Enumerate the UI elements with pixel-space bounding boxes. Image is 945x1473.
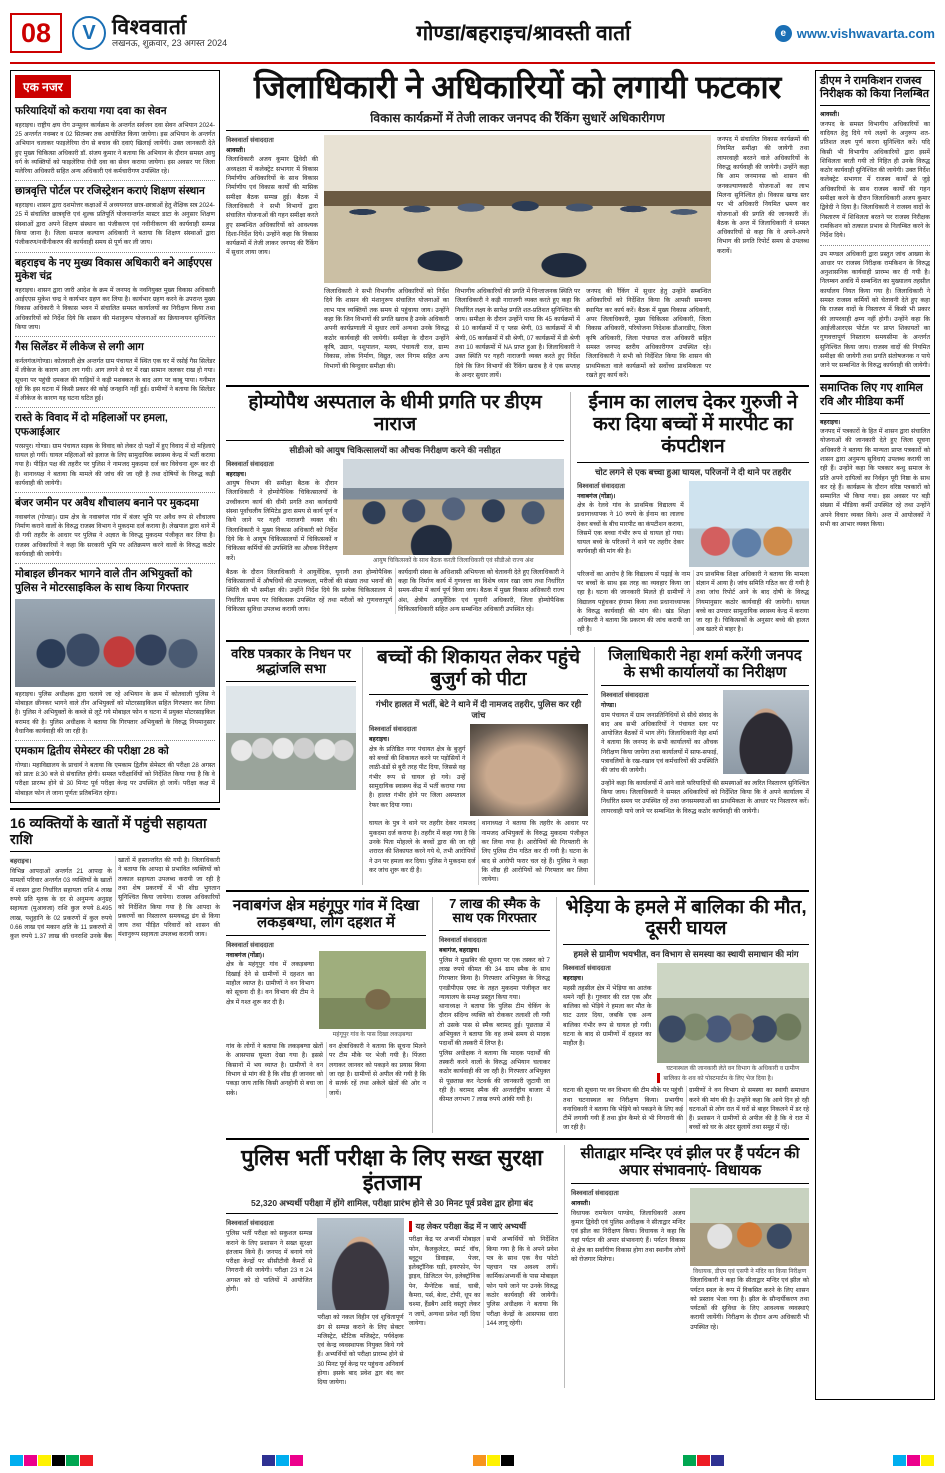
injured-elderly-photo bbox=[470, 724, 588, 816]
lead-subhead: विकास कार्यक्रमों में तेजी लाकर जनपद की रैंकिंग सुधारें अधिकारीगण bbox=[226, 109, 809, 131]
byline: विश्ववार्ता संवाददाता bbox=[601, 692, 649, 700]
brief-title: मोबाइल छीनकर भागने वाले तीन अभियुक्तों को पुलिस ने मोटरसाइकिल के साथ किया गिरफ्तार bbox=[15, 568, 193, 594]
logo-subtitle: लखनऊ, शुक्रवार, 23 अगस्त 2024 bbox=[112, 38, 228, 49]
story-headline: भेड़िया के हमले में बालिका की मौत, दूसरी घायल bbox=[565, 896, 807, 940]
dateline: श्रावस्ती। bbox=[820, 111, 840, 119]
color-swatch bbox=[80, 1455, 93, 1466]
left-column bbox=[10, 70, 220, 1400]
story-sitadwar bbox=[564, 1145, 809, 1388]
story-body: कार्यदायी संस्था के अधिशासी अभियन्ता को चेतावनी देते हुए जिलाधिकारी ने कहा कि निर्माण कार्य में गुणवत्ता का विशेष ध्यान रखा जाय तथा निर्धारित समय-सीमा में कार्य पूर्ण किया जाय। बैठक में मुख्य विकास अधिकारी राज्य अंश, क्षेत्रीय आयुर्वेदिक एवं यूनानी अधिकारी, जिला होम्योपैथिक चिकित्साधिकारी सहित अन्य सम्बन्धित अधिकारी उपस्थित रहे। bbox=[398, 568, 565, 614]
story-body: पुलिस भर्ती परीक्षा को सकुशल सम्पन्न कराने के लिए प्रशासन ने सख्त सुरक्षा इंतजाम किये हैं। जनपद में बनाये गये परीक्षा केन्द्रों पर सीसीटीवी कैमरों से निगरानी की जायेगी। परीक्षा 23 व 24 अगस्त को दो पालियों में आयोजित होगी। bbox=[226, 1230, 313, 1294]
logo-mark-icon: V bbox=[72, 16, 106, 50]
color-swatch bbox=[276, 1455, 289, 1466]
story-bhediya bbox=[556, 897, 809, 1133]
lead-headline: जिलाधिकारी ने अधिकारियों को लगायी फटकार bbox=[253, 69, 782, 105]
brief-title: गैस सिलेंडर में लीकेज से लगी आग bbox=[15, 341, 144, 354]
byline: बहराइच। bbox=[10, 858, 32, 866]
story-buzurg bbox=[362, 647, 588, 885]
photo-caption: आयुष चिकित्सकों के साथ बैठक करती जिलाधिकारी एवं सीडीओ राज्य अंश bbox=[373, 557, 534, 564]
color-swatch bbox=[38, 1455, 51, 1466]
dateline: श्रावस्ती। bbox=[571, 1200, 591, 1208]
story-body: उप प्राथमिक शिक्षा अधिकारी ने बताया कि मामला संज्ञान में आया है। जांच समिति गठित कर दी गयी है तथा जांच रिपोर्ट आने के बाद दोषी के विरुद्ध नियमानुसार कठोर कार्यवाही की जायेगी। घायल बच्चे का उपचार सामुदायिक स्वास्थ्य केन्द्र में कराया जा रहा है। चिकित्सकों के अनुसार बच्चे की हालत अब खतरे से बाहर है। bbox=[696, 570, 809, 634]
masthead bbox=[10, 8, 935, 64]
brief-text: गोण्डा। महाविद्यालय के प्राचार्य ने बताया कि एमकाम द्वितीय सेमेस्टर की परीक्षा 28 अगस्त को प्रातः 8:30 बजे से संचालित होगी। समस्त परीक्षार्थियों को निर्देशित किया गया है कि वे परीक्षा प्रारम्भ होने से 30 मिनट पूर्व परीक्षा केन्द्र पर उपस्थित हो जायें। परीक्षा कक्ष में मोबाइल फोन ले जाना पूर्णतः प्रतिबन्धित रहेगा। bbox=[15, 761, 215, 797]
registration-color-bar bbox=[10, 1453, 935, 1467]
story-inaam bbox=[570, 392, 809, 635]
story-body: जिलाधिकारी अजय कुमार द्विवेदी की अध्यक्षता में कलेक्ट्रेट सभागार में विकास निर्माणीय अधिकारियों के साथ विकास निर्माणीय एवं विकास कार्यों की मासिक समीक्षा बैठक सम्पन्न हुई। बैठक में जिलाधिकारी ने सभी विभागों द्वारा संचालित योजनाओं की गहन समीक्षा करते हुए सम्बन्धित अधिकारियों को आवश्यक दिशा-निर्देश दिये। उन्होंने कहा कि विकास कार्यक्रमों में तेजी लाकर जनपद की रैंकिंग में सुधार लाया जाय। bbox=[226, 156, 318, 257]
story-subhead: गंभीर हालत में भर्ती, बेटे ने थाने में दी नामजद तहरीर, पुलिस कर रही जांच bbox=[375, 699, 582, 721]
brief-text: बहराइच। शासन द्वारा दशमोत्तर कक्षाओं में अध्ययनरत छात्र-छात्राओं हेतु शैक्षिक सत्र 2024-25 में संचालित छात्रवृत्ति एवं शुल्क प्रतिपूर्ति योजनान्तर्गत मास्टर डाटा के अनुसार शिक्षण संस्थाओं द्वारा अपने शिक्षण संस्थान का पंजीकरण एवं नवीनीकरण की कार्यवाही सम्पन्न किया जाना है। जिला समाज कल्याण अधिकारी ने बताया कि शिक्षण संस्थाओं द्वारा पंजीकरण/नवीनीकरण की कार्यवाही समय से पूर्ण कर ली जाय। bbox=[15, 202, 215, 247]
story-body: जनपद में पत्रकारों के हित में शासन द्वारा संचालित योजनाओं की जानकारी देते हुए जिला सूचना अधिकारी ने बताया कि मान्यता प्राप्त पत्रकारों को शासन द्वारा अनुमन्य सुविधाएं उपलब्ध करायी जा रही हैं। उन्होंने कहा कि पत्रकार बन्धु समाज के प्रति अपने दायित्वों का निर्वहन पूरी निष्ठा के साथ कर रहे हैं। कार्यक्रम के दौरान वरिष्ठ पत्रकारों को सम्मानित भी किया गया। इस अवसर पर बड़ी संख्या में मीडिया कर्मी उपस्थित रहे तथा उन्होंने अपने विचार व्यक्त किये। अन्त में आयोजकों ने सभी का आभार व्यक्त किया। bbox=[820, 428, 930, 529]
dateline: नवाबगंज (गोंडा)। bbox=[226, 952, 265, 960]
story-body: जनपद के समस्त विभागीय अधिकारियों का वादियत हेतु दिये गये लक्ष्यों के अनुरूप शत-प्रतिशत लक्ष्य पूर्ण करना सुनिश्चित करें। यदि किसी भी विभागीय अधिकारियों द्वारा इसमें शिथिलता बरती गयी तो निहित ही उनके विरुद्ध कठोर कार्यवाही सुनिश्चित की जायेगी। उक्त निर्देश कलेक्ट्रेट सभागार में राजस्व कार्यों से जुड़े अधिकारियों के साथ राजस्व कार्यों की गहन समीक्षा करने के दौरान जिलाधिकारी अजय कुमार द्विवेदी ने दिया है। जिलाधिकारी ने राजस्व वादों के निस्तारण में शिथिलता बरतने पर राजस्व निरीक्षक रामकिशन को तत्काल प्रभाव से निलम्बित करने के निर्देश दिये। bbox=[820, 120, 930, 240]
story-headline: सीताद्वार मन्दिर एवं झील पर हैं पर्यटन की अपार संभावनाएं- विधायक bbox=[580, 1144, 800, 1179]
story-body: घटना की सूचना पर वन विभाग की टीम मौके पर पहुंची तथा घटनास्थल का निरीक्षण किया। प्रभागीय वनाधिकारी ने बताया कि भेड़िये को पकड़ने के लिए कई टीमें लगायी गयी हैं तथा ड्रोन कैमरे से भी निगरानी की जा रही है। bbox=[563, 1087, 683, 1132]
brief-text: बहराइच। राष्ट्रीय क्षय रोग उन्मूलन कार्यक्रम के अन्तर्गत सर्वजन दवा सेवन अभियान 2024-25 अन्तर्गत नवम्बर व 02 सितम्बर तक आयोजित किया जायेगा। इस अभियान के अन्तर्गत अभियान चलाकर फाइलेरिया रोग से बचाव की दवाएं खिलाई जायेंगी। उक्त जानकारी देते हुए मुख्य चिकित्सा अधिकारी डॉ. संजय कुमार ने बताया कि अभियान के दौरान समस्त आयु वर्ग के व्यक्तियों को फाइलेरिया रोधी दवा का सेवन कराया जायेगा। इस अवसर पर जिला मलेरिया अधिकारी सहित अन्य अधिकारी एवं कर्मचारीगण उपस्थित रहे। bbox=[15, 121, 215, 176]
brief-text: बहराइच। शासन द्वारा जारी आदेश के क्रम में जनपद के नवनियुक्त मुख्य विकास अधिकारी आईएएस मुकेश चन्द्र ने कार्यभार ग्रहण कर लिया है। कार्यभार ग्रहण करने के उपरान्त मुख्य विकास अधिकारी ने विकास भवन में संचालित समस्त कार्यालयों का निरीक्षण किया तथा अधिकारियों को निर्देश दिये कि शासन की मंशानुरूप योजनाओं का क्रियान्वयन सुनिश्चित किया जाय। bbox=[15, 286, 215, 332]
story-tribute bbox=[226, 647, 356, 885]
brief-item bbox=[15, 412, 215, 488]
story-body: क्षेत्र के महंगूपुर गांव में लकड़बग्घा दिखाई देने से ग्रामीणों में दहशत का माहौल व्याप्त है। ग्रामीणों ने वन विभाग को सूचना दी है। वन विभाग की टीम ने क्षेत्र में गश्त शुरू कर दी है। bbox=[226, 961, 314, 1006]
dateline: बहराइच। bbox=[563, 975, 584, 983]
story-body: जिलाधिकारी ने कहा कि सीताद्वार मन्दिर एवं झील को पर्यटन स्थल के रूप में विकसित करने के लिए शासन को प्रस्ताव भेजा गया है। झील के सौन्दर्यीकरण तथा पर्यटकों की सुविधा के लिए आवश्यक व्यवस्थाएं करायी जायेंगी। निरीक्षण के दौरान अन्य अधिकारी भी उपस्थित रहे। bbox=[690, 1277, 809, 1331]
dateline: बहराइच। bbox=[820, 418, 841, 426]
byline: विश्ववार्ता संवाददाता bbox=[439, 937, 487, 945]
story-headline: डीएम ने रामकिशन राजस्व निरीक्षक को किया निलम्बित bbox=[820, 75, 930, 101]
color-swatch bbox=[501, 1455, 514, 1466]
color-swatch bbox=[711, 1455, 724, 1466]
byline: विश्ववार्ता संवाददाता bbox=[226, 942, 274, 950]
village-crowd-wolf-attack-photo bbox=[657, 963, 809, 1063]
story-homeopath bbox=[226, 392, 564, 635]
story-body: परीक्षा को नकल विहीन एवं शुचितापूर्ण ढंग से सम्पन्न कराने के लिए सेक्टर मजिस्ट्रेट, स्टैटिक मजिस्ट्रेट, पर्यवेक्षक एवं केन्द्र व्यवस्थापक नियुक्त किये गये हैं। अभ्यर्थियों को परीक्षा प्रारम्भ होने से 30 मिनट पूर्व केन्द्र पर पहुंचना अनिवार्य होगा। इसके बाद प्रवेश द्वार बंद कर दिया जायेगा। bbox=[317, 1314, 404, 1387]
edition-title: गोण्डा/बहराइच/श्रावस्ती वार्ता bbox=[416, 22, 631, 45]
story-body: उन्होंने कहा कि कार्यालयों में आने वाले फरियादियों की समस्याओं का त्वरित निस्तारण सुनिश्चित किया जाय। जिलाधिकारी ने समस्त अधिकारियों को निर्देशित किया कि वे अपने कार्यालय में निर्धारित समय पर उपस्थित रहें तथा जनसमस्याओं का प्राथमिकता के आधार पर निस्तारण करें। लापरवाही पाये जाने पर सम्बन्धित के विरुद्ध कठोर कार्यवाही की जायेगी। bbox=[601, 779, 809, 815]
story-headline: 16 व्यक्तियों के खातों में पहुंची सहायता राशि bbox=[10, 814, 207, 848]
color-swatch bbox=[290, 1455, 303, 1466]
photo-subcaption: बालिका के शव को पोस्टमार्टम के लिए भेज दिया है। bbox=[657, 1073, 809, 1083]
page-number: 08 bbox=[10, 13, 62, 53]
dateline: बबागंज, बहराइच। bbox=[439, 947, 480, 955]
story-7lakh bbox=[432, 897, 550, 1133]
arrest-photo bbox=[15, 599, 215, 687]
dateline: नवाबगंज (गोंडा)। bbox=[577, 492, 616, 500]
color-swatch bbox=[24, 1455, 37, 1466]
story-headline: पुलिस भर्ती परीक्षा के लिए सख्त सुरक्षा इंतजाम bbox=[241, 1144, 543, 1195]
byline: विश्ववार्ता संवाददाता bbox=[571, 1190, 619, 1198]
story-headline: वरिष्ठ पत्रकार के निधन पर श्रद्धांजलि सभा bbox=[231, 645, 351, 676]
brief-item bbox=[15, 105, 215, 176]
story-headline: समाप्तिक लिए गए शामिल रवि और मीडिया कर्मी bbox=[820, 382, 923, 408]
story-body: परिजनों का आरोप है कि विद्यालय में पढ़ाई के नाम पर बच्चों के साथ इस तरह का व्यवहार किया जा रहा है। घटना की जानकारी मिलते ही ग्रामीणों ने विद्यालय पहुंचकर हंगामा किया तथा प्रधानाध्यापक के विरुद्ध कार्यवाही की मांग की। खंड शिक्षा अधिकारी ने बताया कि प्रकरण की जांच करायी जा रही है। bbox=[577, 570, 691, 634]
color-swatch bbox=[66, 1455, 79, 1466]
color-swatch bbox=[921, 1455, 934, 1466]
collector-neha-sharma-photo bbox=[723, 690, 809, 774]
story-body: जनपद में संचालित विकास कार्यक्रमों की नियमित समीक्षा की जायेगी तथा लापरवाही बरतने वाले अधिकारियों के विरुद्ध कार्यवाही की जायेगी। उन्होंने कहा कि आम जनमानस को शासन की जनकल्याणकारी योजनाओं का लाभ मिलना सुनिश्चित हो। विकास खण्ड स्तर पर भी अधिकारी नियमित भ्रमण कर योजनाओं की प्रगति की जानकारी लें। बैठक के अन्त में जिलाधिकारी ने समस्त अधिकारियों से कहा कि वे अपने-अपने विभाग की प्रगति रिपोर्ट समय से उपलब्ध करायें। bbox=[717, 136, 809, 255]
brief-title: रास्ते के विवाद में दो महिलाओं पर हमला, एफआईआर bbox=[15, 412, 168, 439]
brief-title: छात्रवृत्ति पोर्टल पर रजिस्ट्रेशन कराएं शिक्षण संस्थान bbox=[15, 185, 205, 198]
byline: विश्ववार्ता संवाददाता bbox=[226, 1220, 274, 1228]
brief-text: कर्नलगंज/गोण्डा। कोतवाली क्षेत्र अन्तर्गत ग्राम पंचायत में स्थित एक घर में रसोई गैस सिलेंडर में लीकेज के कारण आग लग गयी। आग लगने से घर में रखा सामान जलकर राख हो गया। सूचना पर पहुंची दमकल की गाड़ियों ने कड़ी मशक्कत के बाद आग पर काबू पाया। गनीमत रही कि इस घटना में किसी प्रकार की कोई जनहानि नहीं हुई। ग्रामीणों ने बताया कि सिलेंडर में लीकेज के कारण यह घटना घटित हुई। bbox=[15, 357, 215, 403]
color-swatch bbox=[10, 1455, 23, 1466]
story-headline: 7 लाख की स्मैक के साथ एक गिरफ्तार bbox=[449, 895, 540, 926]
officer-press-briefing-photo bbox=[317, 1218, 403, 1310]
main-column bbox=[226, 70, 809, 1400]
story-body: महसी तहसील क्षेत्र में भेड़िया का आतंक थमने नहीं है। गुरुवार की रात एक और बालिका को भेड़िये ने हमला कर मौत के घाट उतार दिया, जबकि एक अन्य बालिका गंभीर रूप से घायल हो गयी। घटना के बाद से ग्रामीणों में दहशत का माहौल है। bbox=[563, 984, 652, 1048]
story-body: सभी अभ्यर्थियों को निर्देशित किया गया है कि वे अपने प्रवेश पत्र के साथ एक वैध फोटो पहचान पत्र अवश्य लायें। कार्मिक/अभ्यर्थी के पास मोबाइल फोन पाये जाने पर उनके विरुद्ध कठोर कार्यवाही की जायेगी। पुलिस अधीक्षक ने बताया कि परीक्षा केन्द्रों के आसपास धारा 144 लागू रहेगी। bbox=[486, 1236, 558, 1327]
brief-text: परसपुर। गोण्डा। ग्राम पंचायत सड़क के विवाद को लेकर दो पक्षों में हुए विवाद में दो महिलाएं घायल हो गयीं। घायल महिलाओं को इलाज के लिए सामुदायिक स्वास्थ्य केन्द्र में भर्ती कराया गया है। पीड़ित पक्ष की तहरीर पर पुलिस ने नामजद मुकदमा दर्ज कर विवेचना शुरू कर दी है। थानाध्यक्ष ने बताया कि मामले की जांच की जा रही है तथा दोषियों के विरुद्ध कड़ी कार्यवाही की जायेगी। bbox=[15, 442, 215, 487]
right-column bbox=[815, 70, 935, 1400]
school-classroom-photo bbox=[689, 481, 809, 567]
story-subhead: सीडीओ को आयुष चिकित्सालयों का औचक निरीक्षण करने की नसीहत bbox=[289, 444, 501, 455]
website-url: www.vishwavarta.com bbox=[796, 25, 935, 41]
byline: विश्ववार्ता संवाददाता bbox=[563, 965, 611, 973]
story-body: थानाध्यक्ष ने बताया कि तहरीर के आधार पर नामजद अभियुक्तों के विरुद्ध मुकदमा पंजीकृत कर लिया गया है। आरोपियों की गिरफ्तारी के लिए पुलिस टीम गठित कर दी गयी है। घटना के बाद से आरोपी फरार चल रहे हैं। पुलिस ने कहा कि शीघ्र ही आरोपियों को गिरफ्तार कर लिया जायेगा। bbox=[481, 820, 588, 884]
story-body: आयुष विभाग की समीक्षा बैठक के दौरान जिलाधिकारी ने होम्योपैथिक चिकित्सालयों के उच्चीकरण कार्य की धीमी प्रगति तथा कार्यदायी संस्था पूर्वांचलीय लिमिटेड द्वारा समय से कार्य पूर्ण न किये जाने पर गहरी नाराजगी व्यक्त की। जिलाधिकारी ने मुख्य विकास अधिकारी को निर्देश दिये कि वे आयुष चिकित्सालयों में चिकित्सकों व चिकित्सा कर्मियों की उपस्थिति का औचक निरीक्षण करें। bbox=[226, 480, 338, 562]
newspaper-logo bbox=[72, 16, 272, 50]
dm-meeting-photo bbox=[324, 135, 711, 283]
story-body: थानाध्यक्ष ने बताया कि पुलिस टीम चेकिंग के दौरान संदिग्ध व्यक्ति को रोककर तलाशी ली गयी तो उसके पास से स्मैक बरामद हुई। पूछताछ में अभियुक्त ने बताया कि वह लम्बे समय से मादक पदार्थों की तस्करी में लिप्त है। bbox=[439, 1003, 550, 1048]
byline: विश्ववार्ता संवाददाता bbox=[369, 726, 417, 734]
color-swatch bbox=[262, 1455, 275, 1466]
story-headline: नवाबगंज क्षेत्र महंगूपुर गांव में दिखा लकड़बग्घा, लोग दहशत में bbox=[232, 896, 420, 931]
story-body: परीक्षा केंद्र पर अभ्यर्थी मोबाइल फोन, कैलकुलेटर, स्मार्ट वॉच, ब्लूटूथ डिवाइस, पेजर, इलेक्ट्रॉनिक घड़ी, इयरफोन, पेन ड्राइव, डिजिटल पेन, इलेक्ट्रॉनिक पेन, मैग्नेटिक कार्ड, चाबी, कैमरा, पर्स, बेल्ट, टोपी, धूप का चश्मा, हैंडबैग आदि वस्तुएं लेकर न जायें, अन्यथा प्रवेश नहीं दिया जायेगा। bbox=[408, 1236, 481, 1327]
brief-title: एमकाम द्वितीय सेमेस्टर की परीक्षा 28 को bbox=[15, 745, 169, 758]
byline: विश्ववार्ता संवाददाता bbox=[577, 482, 625, 490]
story-body: पुलिस ने मुखबिर की सूचना पर एक तस्कर को 7 लाख रुपये कीमत की 34 ग्राम स्मैक के साथ गिरफ्तार किया है। गिरफ्तार अभियुक्त के विरुद्ध एनडीपीएस एक्ट के तहत मुकदमा पंजीकृत कर न्यायालय के समक्ष प्रस्तुत किया गया। bbox=[439, 956, 550, 1001]
ayush-meeting-photo bbox=[343, 459, 565, 555]
story-body: विधायक रामफेरन पाण्डेय, जिलाधिकारी अजय कुमार द्विवेदी एवं पुलिस अधीक्षक ने सीताद्वार मन्दिर एवं झील का निरीक्षण किया। विधायक ने कहा कि यहां पर्यटन की अपार संभावनाएं हैं। पर्यटन विकास से क्षेत्र का सर्वांगीण विकास होगा तथा स्थानीय लोगों को रोजगार मिलेगा। bbox=[571, 1209, 686, 1263]
story-body: ग्राम पंचायत में ग्राम जनप्रतिनिधियों से सीधे संवाद के बाद अब सभी अधिकारियों ने पंचायत स्तर पर आयोजित बैठकों में भाग लेंगे। जिलाधिकारी नेहा शर्मा ने बताया कि जनपद के सभी कार्यालयों का औचक निरीक्षण किया जायेगा तथा कार्यालयों में साफ-सफाई, पत्रावलियों के रख-रखाव एवं कर्मचारियों की उपस्थिति की जांच की जायेगी। bbox=[601, 711, 718, 775]
story-body: पुलिस अधीक्षक ने बताया कि मादक पदार्थों की तस्करी करने वालों के विरुद्ध अभियान चलाकर कठोर कार्यवाही की जा रही है। गिरफ्तार अभियुक्त से पूछताछ कर नेटवर्क की जानकारी जुटायी जा रही है। बरामद स्मैक की अन्तर्राष्ट्रीय बाजार में कीमत लगभग 7 लाख रुपये आंकी गयी है। bbox=[439, 1049, 550, 1104]
story-neha bbox=[594, 647, 809, 885]
brief-item bbox=[15, 497, 215, 559]
story-body: क्षेत्र के प्रतिष्ठित नगर पंचायत क्षेत्र के बुजुर्ग को बच्चों की शिकायत करने पर पड़ोसियों ने लाठी-डंडों से बुरी तरह पीट दिया, जिससे वह गंभीर रूप से घायल हो गये। उन्हें सामुदायिक स्वास्थ्य केंद्र में भर्ती कराया गया है। हालत गंभीर होने पर जिला अस्पताल रेफर कर दिया गया। bbox=[369, 745, 466, 809]
tribute-gathering-photo bbox=[226, 686, 356, 790]
brief-item bbox=[15, 568, 215, 736]
brief-item bbox=[15, 257, 215, 333]
dateline: श्रावस्ती। bbox=[226, 147, 246, 155]
story-body: गांव के लोगों ने बताया कि लकड़बग्घा खेतों के आसपास घूमता देखा गया है। इससे किसानों में भय व्याप्त है। ग्रामीणों ने वन विभाग से मांग की है कि शीघ्र ही जानवर को पकड़ा जाय ताकि किसी अनहोनी से बचा जा सके। bbox=[226, 1043, 323, 1097]
lead-story bbox=[226, 70, 809, 380]
story-body: ग्रामीणों ने वन विभाग से समस्या का स्थायी समाधान करने की मांग की है। उन्होंने कहा कि आये दिन हो रही घटनाओं से लोग रात में घरों से बाहर निकलने में डर रहे हैं। प्रशासन ने ग्रामीणों से अपील की है कि वे रात में बच्चों को घर के अंदर सुलायें तथा समूह में रहें। bbox=[689, 1087, 809, 1132]
story-body: बैठक के दौरान जिलाधिकारी ने आयुर्वेदिक, यूनानी तथा होम्योपैथिक चिकित्सालयों में औषधियों की उपलब्धता, मरीजों की संख्या तथा भवनों की स्थिति की भी समीक्षा की। उन्होंने निर्देश दिये कि प्रत्येक चिकित्सालय में निर्धारित समय पर चिकित्सक उपस्थित रहें तथा मरीजों को गुणवत्तापूर्ण चिकित्सा सुविधा उपलब्ध करायी जाय। bbox=[226, 568, 393, 614]
story-body: घायल के पुत्र ने थाने पर तहरीर देकर नामजद मुकदमा दर्ज कराया है। तहरीर में कहा गया है कि उनके पिता मोहल्ले के बच्चों द्वारा की जा रही शरारत की शिकायत करने गये थे, तभी आरोपियों ने उन पर हमला कर दिया। पुलिस ने मुकदमा दर्ज कर जांच शुरू कर दी है। bbox=[369, 820, 476, 874]
website-link[interactable] bbox=[775, 25, 935, 42]
brief-title: बहराइच के नए मुख्य विकास अधिकारी बने आईएएस मुकेश चंद्र bbox=[15, 256, 212, 283]
color-swatch bbox=[487, 1455, 500, 1466]
photo-caption: महंगूपुर गांव के पास दिखा लकड़बग्घा bbox=[332, 1032, 413, 1039]
temple-visit-photo bbox=[690, 1188, 809, 1266]
brief-item bbox=[15, 185, 215, 247]
color-swatch bbox=[893, 1455, 906, 1466]
story-body: जिलाधिकारी ने सभी विभागीय अधिकारियों को निर्देश दिये कि शासन की मंशानुरूप संचालित योजनाओं का लाभ पात्र व्यक्तियों तक समय से पहुंचाया जाय। उन्होंने कहा कि जिन विभागों की प्रगति खराब है उनके अधिकारी अपनी कार्यप्रणाली में सुधार लायें अन्यथा उनके विरुद्ध कठोर कार्यवाही की जायेगी। समीक्षा के दौरान उन्होंने कृषि, उद्यान, पशुपालन, मत्स्य, पंचायती राज, ग्राम्य विकास, लोक निर्माण, विद्युत, जल निगम सहित अन्य विभागों की बिन्दुवार समीक्षा की। bbox=[324, 288, 449, 370]
byline: विश्ववार्ता संवाददाता bbox=[226, 460, 274, 468]
story-subhead: हमले से ग्रामीण भयभीत, वन विभाग से समस्या का स्थायी समाधान की मांग bbox=[573, 949, 799, 960]
dateline: बहराइच। bbox=[369, 736, 390, 744]
story-body: वन क्षेत्राधिकारी ने बताया कि सूचना मिलने पर टीम मौके पर भेजी गयी है। पिंजरा लगाकर जानवर को पकड़ने का प्रयास किया जा रहा है। ग्रामीणों से अपील की गयी है कि वे सतर्क रहें तथा अकेले खेतों की ओर न जायें। bbox=[329, 1043, 426, 1097]
brief-item bbox=[15, 341, 215, 403]
dateline: बहराइच। bbox=[226, 470, 247, 478]
color-swatch bbox=[52, 1455, 65, 1466]
story-nawabganj bbox=[226, 897, 426, 1133]
story-police-exam bbox=[226, 1145, 558, 1388]
story-body: विभागीय अधिकारियों की प्रगति में चिन्ताजनक स्थिति पर जिलाधिकारी ने कड़ी नाराजगी व्यक्त करते हुए कहा कि निर्धारित लक्ष्य के सापेक्ष प्रगति शत-प्रतिशत सुनिश्चित की जाय। समीक्षा के दौरान उन्होंने पाया कि 45 कार्यक्रमों में से 10 कार्यक्रमों में ए प्लस श्रेणी, 03 कार्यक्रमों में बी श्रेणी, 05 कार्यक्रमों में सी श्रेणी, 07 कार्यक्रमों में डी श्रेणी तथा 10 कार्यक्रमों में NA प्राप्त हुआ है। जिलाधिकारी ने उक्त स्थिति पर गहरी नाराजगी व्यक्त करते हुए निर्देश दिये कि जिन विभागों की रैंकिंग खराब है वे एक सप्ताह के अन्दर सुधार लायें। bbox=[455, 288, 580, 379]
color-swatch bbox=[907, 1455, 920, 1466]
color-swatch bbox=[473, 1455, 486, 1466]
brief-title: फरियादियों को कराया गया दवा का सेवन bbox=[15, 105, 167, 117]
story-headline: ईनाम का लालच देकर गुरुजी ने करा दिया बच्चों में मारपीट का कंपटीशन bbox=[588, 392, 798, 457]
story-body: क्षेत्र के रेलवे गांव के प्राथमिक विद्यालय में प्रधानाध्यापक ने 10 रुपये के ईनाम का लालच देकर बच्चों के बीच मारपीट का कंपटीशन कराया, जिसमें एक बच्चा गंभीर रूप से घायल हो गया। घायल बच्चे के परिजनों ने थाने पर तहरीर देकर कार्यवाही की मांग की है। bbox=[577, 501, 684, 556]
section-label-ek-nazar: एक नजर bbox=[15, 75, 71, 98]
logo-title: विश्ववार्ता bbox=[112, 16, 187, 40]
story-headline: जिलाधिकारी नेहा शर्मा करेंगी जनपद के सभी कार्यालयों का निरीक्षण bbox=[608, 646, 802, 682]
story-16-beneficiaries bbox=[10, 815, 220, 942]
globe-icon: e bbox=[775, 25, 792, 42]
color-swatch bbox=[697, 1455, 710, 1466]
story-body: जनपद की रैंकिंग में सुधार हेतु उन्होंने सम्बन्धित अधिकारियों को निर्देशित किया कि आपसी समन्वय स्थापित कर कार्य करें। बैठक में मुख्य विकास अधिकारी, अपर जिलाधिकारी, मुख्य चिकित्सा अधिकारी, जिला विकास अधिकारी, परियोजना निदेशक डीआरडीए, जिला कृषि अधिकारी, जिला पंचायत राज अधिकारी सहित समस्त जनपद स्तरीय अधिकारीगण उपस्थित रहे। जिलाधिकारी ने सभी को निर्देशित किया कि शासन की प्राथमिकता वाले कार्यक्रमों को सर्वोच्च प्राथमिकता पर रखते हुए कार्य करें। bbox=[586, 288, 711, 379]
brief-title: बंजर जमीन पर अवैध शौचालय बनाने पर मुकदमा bbox=[15, 497, 199, 510]
story-headline: बच्चों की शिकायत लेकर पहुंचे बुजुर्ग को पीटा bbox=[376, 646, 581, 690]
story-body: विभिन्न आपदाओं अन्तर्गत 21 आपदा के मामलों परिवार अन्तर्गत 03 व्यक्तियों के खातों में शासन द्वारा निर्धारित सहायता राशि 4 लाख रुपये प्रति मृतक के दर से अनुमन्य अनुग्रह सहायता (मुआवजा) राशि कुल रुपये 8.495 लाख, पशुहानि के 02 प्रकरणों में कुल रुपये 0.66 लाख एवं मकान क्षति के 11 प्रकरणों में कुल रुपये 1.37 लाख की धनराशि उनके बैंक खातों में हस्तान्तरित की गयी है। जिलाधिकारी ने बताया कि आपदा से प्रभावित व्यक्तियों को तत्काल सहायता उपलब्ध करायी जा रही है तथा शेष प्रकरणों में भी शीघ्र भुगतान सुनिश्चित किया जायेगा। राजस्व अधिकारियों को निर्देशित किया गया है कि आपदा के प्रकरणों का निस्तारण समयबद्ध ढंग से किया जाय तथा पीड़ित परिवारों को शासन की मंशानुरूप सहायता उपलब्ध करायी जाय। bbox=[10, 857, 220, 941]
byline: विश्ववार्ता संवाददाता bbox=[226, 137, 274, 145]
story-headline: होम्योपैथ अस्पताल के धीमी प्रगति पर डीएम नाराज bbox=[248, 392, 542, 435]
brief-text: नवाबगंज (गोण्डा)। ग्राम क्षेत्र के नवाबगंज गांव में बंजर भूमि पर अवैध रूप से शौचालय निर्माण कराने वालों के विरुद्ध राजस्व विभाग ने मुकदमा दर्ज कराया है। लेखपाल द्वारा थाने में दी गयी तहरीर के आधार पर पुलिस ने अज्ञात के विरुद्ध मुकदमा पंजीकृत कर लिया है। राजस्व अधिकारियों ने कहा कि सरकारी भूमि पर अतिक्रमण करने वालों के विरुद्ध कठोर कार्यवाही की जायेगी। bbox=[15, 513, 215, 559]
story-subhead: 52,320 अभ्यर्थी परीक्षा में होंगे शामिल, परीक्षा प्रारंभ होने से 30 मिनट पूर्व प्रवेश द्वार होगा बंद bbox=[251, 1198, 533, 1209]
photo-caption: विधायक, डीएम एवं एसपी ने मंदिर का किया निरीक्षण bbox=[693, 1269, 807, 1276]
photo-caption: घटनास्थल की जानकारी लेते वन विभाग के अधिकारी व ग्रामीण bbox=[666, 1066, 800, 1073]
dateline: गोण्डा। bbox=[601, 702, 617, 710]
story-subhead: चोट लगने से एक बच्चा हुआ घायल, परिजनों ने दी थाने पर तहरीर bbox=[595, 466, 792, 477]
story-body: उप मण्डल अधिकारी द्वारा प्रस्तुत जांच आख्या के आधार पर राजस्व निरीक्षक रामकिशन के विरुद्ध अनुशासनिक कार्यवाही प्रारम्भ कर दी गयी है। निलम्बन अवधि में सम्बन्धित का मुख्यालय तहसील कार्यालय नियत किया गया है। जिलाधिकारी ने समस्त राजस्व कर्मियों को चेतावनी देते हुए कहा कि राजस्व वादों के निस्तारण में किसी भी प्रकार की लापरवाही क्षम्य नहीं होगी। उन्होंने कहा कि आईजीआरएस पोर्टल पर प्राप्त शिकायतों का गुणवत्तापूर्ण निस्तारण समयसीमा के अन्तर्गत सुनिश्चित किया जाय। राजस्व वादों की नियमित समीक्षा की जायेगी तथा प्रगति संतोषजनक न पाये जाने पर सम्बन्धित के विरुद्ध कार्यवाही की जायेगी। bbox=[820, 250, 930, 370]
story-sub-subhead: यह लेकर परीक्षा केंद्र में न जाएं अभ्यर्थी bbox=[409, 1221, 558, 1232]
color-swatch bbox=[683, 1455, 696, 1466]
brief-item bbox=[15, 745, 215, 798]
hyena-field-photo bbox=[319, 951, 426, 1029]
brief-text: बहराइच। पुलिस अधीक्षक द्वारा चलाये जा रहे अभियान के क्रम में कोतवाली पुलिस ने मोबाइल छीनकर भागने वाले तीन अभियुक्तों को मोटरसाइकिल सहित गिरफ्तार कर लिया है। पुलिस ने अभियुक्तों के कब्जे से लूटे गये मोबाइल फोन व घटना में प्रयुक्त मोटरसाइकिल बरामद की है। पुलिस अधीक्षक ने बताया कि गिरफ्तार अभियुक्तों के विरुद्ध नियमानुसार वैधानिक कार्यवाही की जा रही है। bbox=[15, 690, 215, 735]
